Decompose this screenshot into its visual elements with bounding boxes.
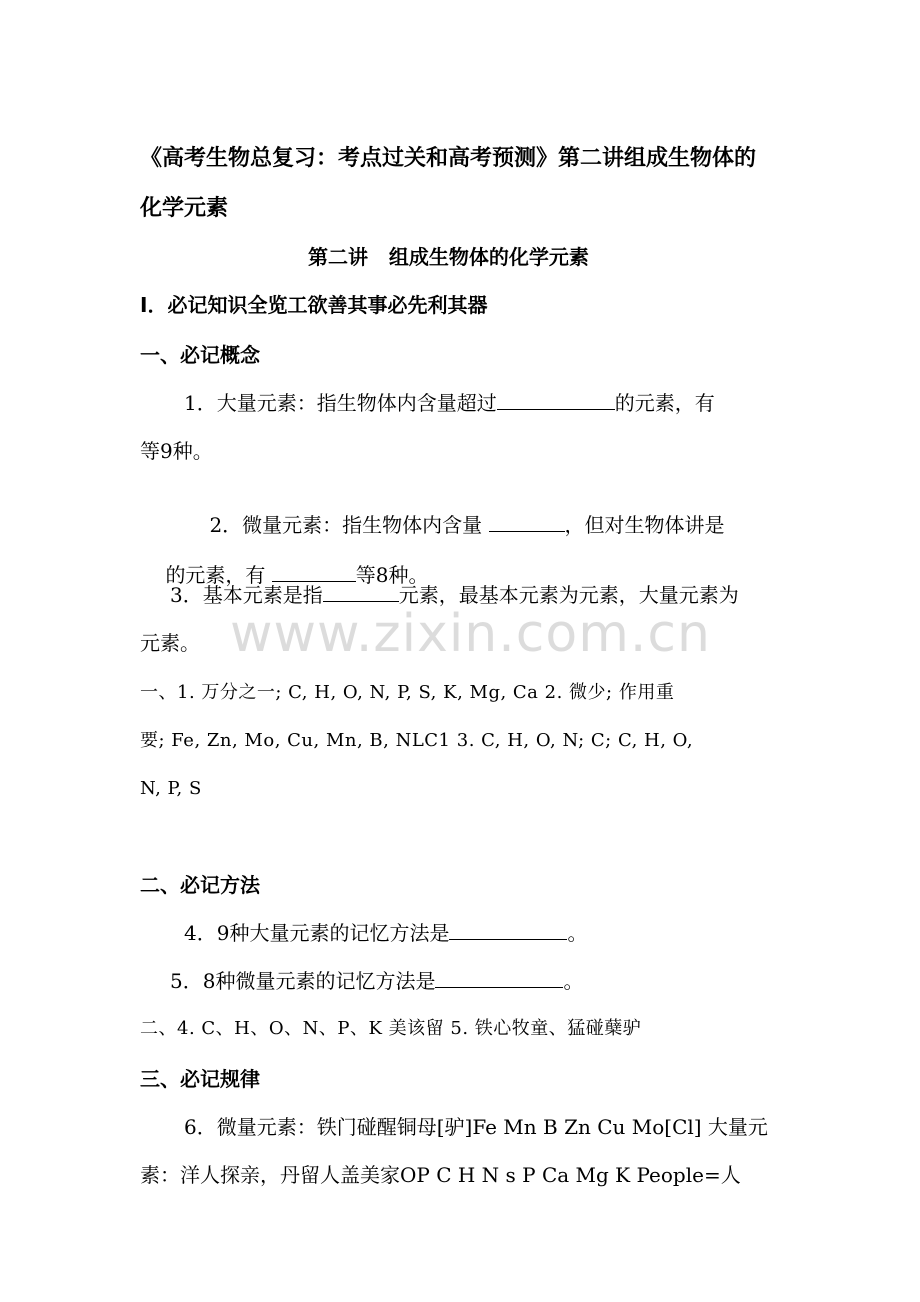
question-6-line1: 6．微量元素：铁门碰醒铜母[驴]Fe Mn B Zn Cu Mo[Cl] 大量元 [184,1115,768,1139]
q1-blank[interactable] [497,391,615,410]
site-watermark: www.zixin.com.cn [230,604,711,664]
q4-text-b: 。 [567,921,588,945]
question-1-line1 [184,390,715,416]
q3-text-b: 元素，最基本元素为元素，大量元素为 [398,583,739,607]
q2-text-a: 2．微量元素：指生物体内含量 [209,513,489,537]
q4-blank[interactable] [449,921,567,940]
q4-text-a: 4．9种大量元素的记忆方法是 [184,921,450,945]
heading-rules: 三、必记规律 [140,1067,260,1091]
q2-text-c: 的元素，有 [165,563,272,587]
question-5 [170,968,583,994]
question-3-line2: 元素。 [140,631,200,655]
q5-text-a: 5．8种微量元素的记忆方法是 [170,969,436,993]
q1-text-a: 1．大量元素：指生物体内含量超过 [184,391,497,415]
q3-text-a: 3．基本元素是指 [170,583,323,607]
q2-text-b: ，但对生物体讲是 [564,513,725,537]
q5-blank[interactable] [435,969,563,988]
doc-subtitle: 第二讲 组成生物体的化学元素 [308,245,589,269]
doc-title-line1: 《高考生物总复习：考点过关和高考预测》第二讲组成生物体的 [140,146,757,171]
question-4 [184,920,587,946]
q3-blank[interactable] [323,583,399,602]
answers-1-line3: N, P, S [140,778,202,799]
q2-blank-1[interactable] [489,513,565,532]
q5-text-b: 。 [563,969,584,993]
heading-concepts: 一、必记概念 [140,343,260,367]
q1-text-b: 的元素，有 [614,391,715,415]
question-1-line2: 等9种。 [140,439,213,463]
answers-1-line1: 一、1. 万分之一; C, H, O, N, P, S, K, Mg, Ca 2. 微少; 作用重 [140,682,675,703]
q2-blank-2[interactable] [272,563,356,582]
section-heading: I．必记知识全览工欲善其事必先利其器 [140,293,488,317]
doc-title-line2: 化学元素 [140,196,229,221]
answers-1-line2: 要; Fe, Zn, Mo, Cu, Mn, B, NLC1 3. C, H, O, N; C; C, H, O, [140,730,694,751]
question-6-line2: 素：洋人探亲，丹留人盖美家OP C H N s P Ca Mg K People=人 [140,1163,741,1187]
answers-2: 二、4. C、H、O、N、P、K 美该留 5. 铁心牧童、猛碰蘖驴 [140,1018,642,1039]
q2-text-d: 等8种。 [355,563,429,587]
heading-methods: 二、必记方法 [140,873,260,897]
